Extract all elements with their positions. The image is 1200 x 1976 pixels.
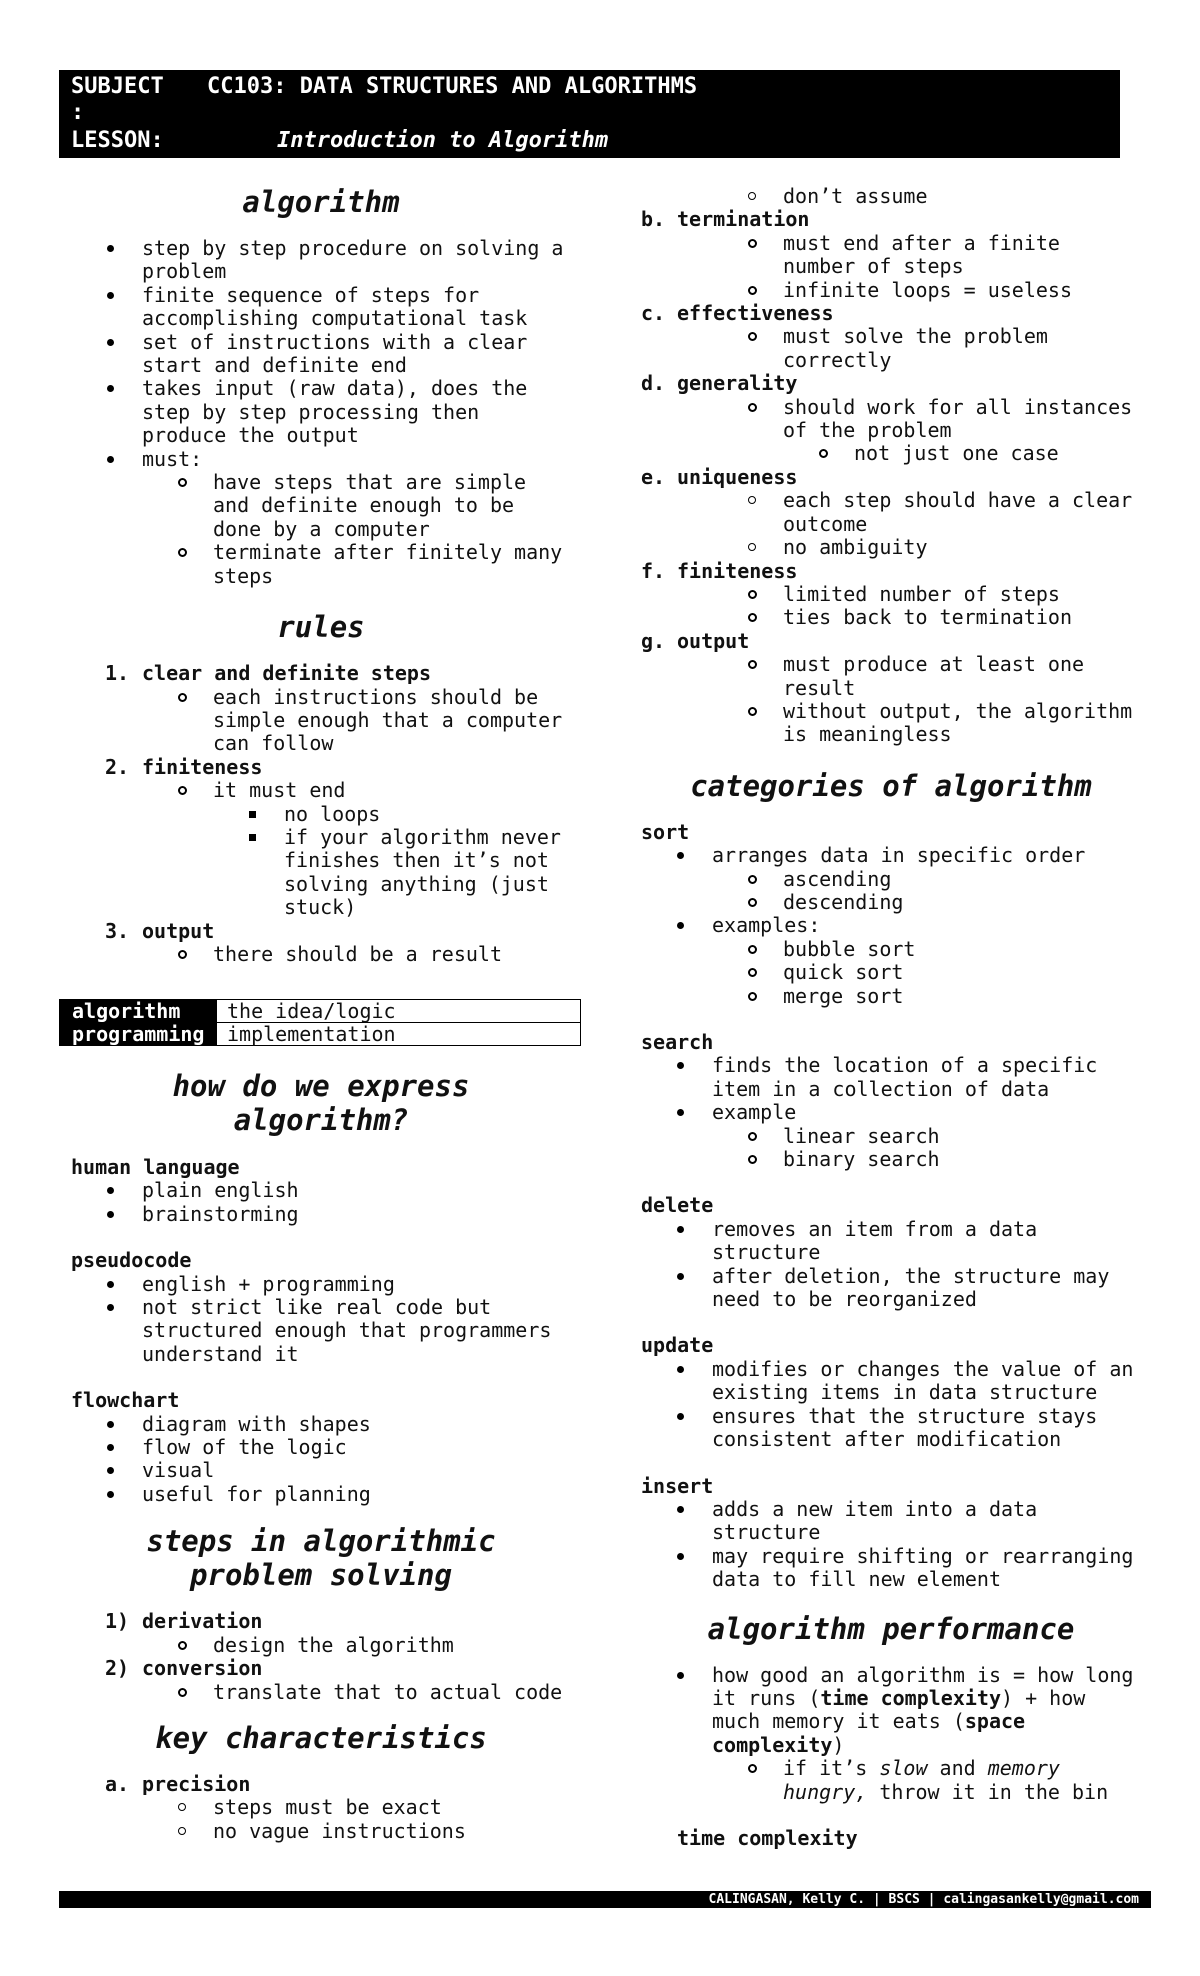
list-item: each step should have a clear outcome	[641, 489, 1141, 536]
characteristic-label: termination	[677, 207, 810, 232]
characteristic-label: precision	[142, 1771, 251, 1796]
step-label: conversion	[142, 1656, 263, 1681]
table-cell: programming	[60, 1023, 217, 1046]
list-item: modifies or changes the value of an existing items in data structure	[641, 1358, 1141, 1405]
rule-label: finiteness	[142, 754, 263, 779]
left-column-lower	[71, 1069, 571, 1843]
characteristic-letter: d.	[641, 371, 666, 396]
lesson-value: Introduction to Algorithm	[277, 128, 609, 153]
section-title-categories: categories of algorithm	[690, 768, 1092, 803]
pseudocode-list	[71, 1273, 571, 1367]
lesson-label: LESSON:	[71, 128, 164, 153]
rule-item	[71, 662, 571, 685]
characteristic-item	[641, 560, 1141, 583]
list-item: brainstorming	[71, 1203, 571, 1226]
list-item: adds a new item into a data structure	[641, 1498, 1141, 1545]
rule-label: output	[142, 918, 215, 943]
flowchart-label: flowchart	[71, 1388, 180, 1413]
list-item: flow of the logic	[71, 1436, 571, 1459]
step-item	[71, 1610, 571, 1633]
list-item: example	[641, 1101, 1141, 1124]
list-item: examples:	[641, 914, 1141, 937]
list-item: have steps that are simple and definite enough to be done by a computer	[71, 471, 571, 541]
definition-table	[59, 999, 581, 1046]
list-item: infinite loops = useless	[641, 279, 1141, 302]
list-item: merge sort	[641, 985, 1141, 1008]
list-item: descending	[641, 891, 1141, 914]
list-item: limited number of steps	[641, 583, 1141, 606]
list-item: arranges data in specific order	[641, 844, 1141, 867]
list-item: if your algorithm never finishes then it’s not solving anything (just stuck)	[71, 826, 571, 920]
list-item: must solve the problem correctly	[641, 325, 1141, 372]
characteristic-item	[641, 630, 1141, 653]
list-item: must:	[71, 448, 571, 471]
characteristic-item	[641, 302, 1141, 325]
table-cell: algorithm	[60, 1000, 217, 1023]
characteristic-label: output	[677, 628, 750, 653]
list-item: ties back to termination	[641, 606, 1141, 629]
title-line: problem solving	[190, 1558, 452, 1593]
list-item: terminate after finitely many steps	[71, 541, 571, 588]
list-item: plain english	[71, 1179, 571, 1202]
categories-block	[641, 821, 1141, 1592]
text-run: ) + how much memory it eats (	[712, 1685, 1086, 1734]
text-run: throw it in the bin	[867, 1779, 1109, 1804]
list-item: set of instructions with a clear start and definite end	[71, 331, 571, 378]
list-item: may require shifting or rearranging data to fill new element	[641, 1545, 1141, 1592]
list-item: it must end	[71, 779, 571, 802]
list-item: translate that to actual code	[71, 1681, 571, 1704]
list-item: no ambiguity	[641, 536, 1141, 559]
text-run: and	[927, 1756, 988, 1781]
list-item: design the algorithm	[71, 1634, 571, 1657]
list-item: should work for all instances of the problem	[641, 396, 1141, 443]
right-column	[641, 185, 1141, 1850]
rule-number: 2.	[105, 754, 130, 779]
characteristic-label: generality	[677, 371, 798, 396]
list-item	[641, 1664, 1141, 1758]
rule-item	[71, 920, 571, 943]
step-number: 1)	[105, 1609, 130, 1634]
table-cell: implementation	[217, 1023, 581, 1046]
update-list	[641, 1358, 1141, 1452]
list-item: after deletion, the structure may need to be reorganized	[641, 1265, 1141, 1312]
list-item: no vague instructions	[71, 1820, 571, 1843]
list-item: no loops	[71, 803, 571, 826]
section-title-key: key characteristics	[155, 1720, 487, 1755]
characteristic-label: finiteness	[677, 558, 798, 583]
lesson-header	[59, 70, 1120, 158]
list-item: not just one case	[641, 442, 1141, 465]
subject-colon: :	[71, 100, 85, 125]
list-item: visual	[71, 1459, 571, 1482]
step-label: derivation	[142, 1609, 263, 1634]
text-run-bold: time complexity	[820, 1685, 1001, 1710]
list-item: binary search	[641, 1148, 1141, 1171]
table-cell: the idea/logic	[217, 1000, 581, 1023]
list-item: quick sort	[641, 961, 1141, 984]
insert-list	[641, 1498, 1141, 1592]
characteristic-label: effectiveness	[677, 301, 834, 326]
list-item: don’t assume	[641, 185, 1141, 208]
list-item: bubble sort	[641, 938, 1141, 961]
list-item: each instructions should be simple enough that a computer can follow	[71, 686, 571, 756]
text-run: )	[832, 1732, 845, 1757]
list-item: steps must be exact	[71, 1796, 571, 1819]
key-characteristics-list-a	[71, 1773, 571, 1843]
list-item: there should be a result	[71, 943, 571, 966]
list-item: step by step procedure on solving a problem	[71, 237, 571, 284]
footer-text: CALINGASAN, Kelly C. | BSCS | calingasankelly@gmail.com	[708, 1892, 1139, 1907]
list-item: not strict like real code but structured enough that programmers understand it	[71, 1296, 571, 1366]
search-list	[641, 1054, 1141, 1171]
list-item: takes input (raw data), does the step by step processing then produce the output	[71, 377, 571, 447]
delete-list	[641, 1218, 1141, 1312]
rules-list	[71, 662, 571, 966]
list-item: must end after a finite number of steps	[641, 232, 1141, 279]
title-line: steps in algorithmic	[146, 1524, 496, 1559]
rule-item	[71, 756, 571, 779]
performance-list	[641, 1664, 1141, 1804]
sort-label: sort	[641, 819, 690, 844]
rule-label: clear and definite steps	[142, 661, 431, 686]
pseudocode-label: pseudocode	[71, 1248, 192, 1273]
rule-number: 3.	[105, 918, 130, 943]
characteristic-label: uniqueness	[677, 464, 798, 489]
text-run: if it’s	[783, 1756, 880, 1781]
list-item: finite sequence of steps for accomplishing computational task	[71, 284, 571, 331]
characteristic-letter: a.	[105, 1771, 130, 1796]
characteristic-letter: g.	[641, 628, 666, 653]
subject-value: CC103: DATA STRUCTURES AND ALGORITHMS	[207, 74, 698, 99]
title-line: algorithm?	[233, 1103, 409, 1137]
characteristic-letter: e.	[641, 464, 666, 489]
list-item: ascending	[641, 868, 1141, 891]
table-row	[60, 1000, 581, 1023]
text-run-italic: memory hungry,	[783, 1756, 1060, 1804]
search-label: search	[641, 1030, 714, 1054]
list-item	[641, 1757, 1141, 1804]
left-column	[71, 180, 571, 966]
characteristic-letter: f.	[641, 558, 666, 583]
text-run: how good an algorithm is = how long it runs (	[712, 1662, 1134, 1710]
characteristic-letter: c.	[641, 301, 666, 326]
time-complexity-label: time complexity	[677, 1825, 858, 1850]
step-number: 2)	[105, 1656, 130, 1681]
update-label: update	[641, 1333, 714, 1358]
rule-number: 1.	[105, 661, 130, 686]
section-title-performance: algorithm performance	[707, 1611, 1075, 1646]
section-title-express	[71, 1069, 571, 1137]
flowchart-list	[71, 1413, 571, 1507]
characteristic-item	[641, 372, 1141, 395]
characteristic-item	[71, 1773, 571, 1796]
section-title-algorithm: algorithm	[242, 185, 400, 219]
algorithm-list	[71, 237, 571, 588]
list-item: must produce at least one result	[641, 653, 1141, 700]
table-row	[60, 1023, 581, 1046]
characteristic-item	[641, 466, 1141, 489]
delete-label: delete	[641, 1193, 714, 1218]
human-language-list	[71, 1179, 571, 1226]
page-footer	[59, 1891, 1151, 1908]
sort-list	[641, 844, 1141, 1008]
text-run-bold: space complexity	[712, 1709, 1026, 1757]
list-item: finds the location of a specific item in a collection of data	[641, 1054, 1141, 1101]
steps-list	[71, 1610, 571, 1704]
insert-label: insert	[641, 1473, 714, 1498]
characteristic-letter: b.	[641, 207, 666, 232]
list-item: without output, the algorithm is meaningless	[641, 700, 1141, 747]
characteristic-item	[641, 208, 1141, 231]
list-item: removes an item from a data structure	[641, 1218, 1141, 1265]
section-title-steps	[71, 1524, 571, 1592]
list-item: diagram with shapes	[71, 1413, 571, 1436]
subject-label: SUBJECT	[71, 74, 164, 99]
section-title-rules: rules	[277, 610, 365, 645]
key-characteristics-list	[641, 185, 1141, 747]
human-language-label: human language	[71, 1155, 240, 1179]
list-item: ensures that the structure stays consistent after modification	[641, 1405, 1141, 1452]
step-item	[71, 1657, 571, 1680]
list-item: useful for planning	[71, 1483, 571, 1506]
list-item: linear search	[641, 1125, 1141, 1148]
list-item: english + programming	[71, 1273, 571, 1296]
text-run-italic: slow	[879, 1756, 928, 1781]
title-line: how do we express	[172, 1069, 470, 1103]
